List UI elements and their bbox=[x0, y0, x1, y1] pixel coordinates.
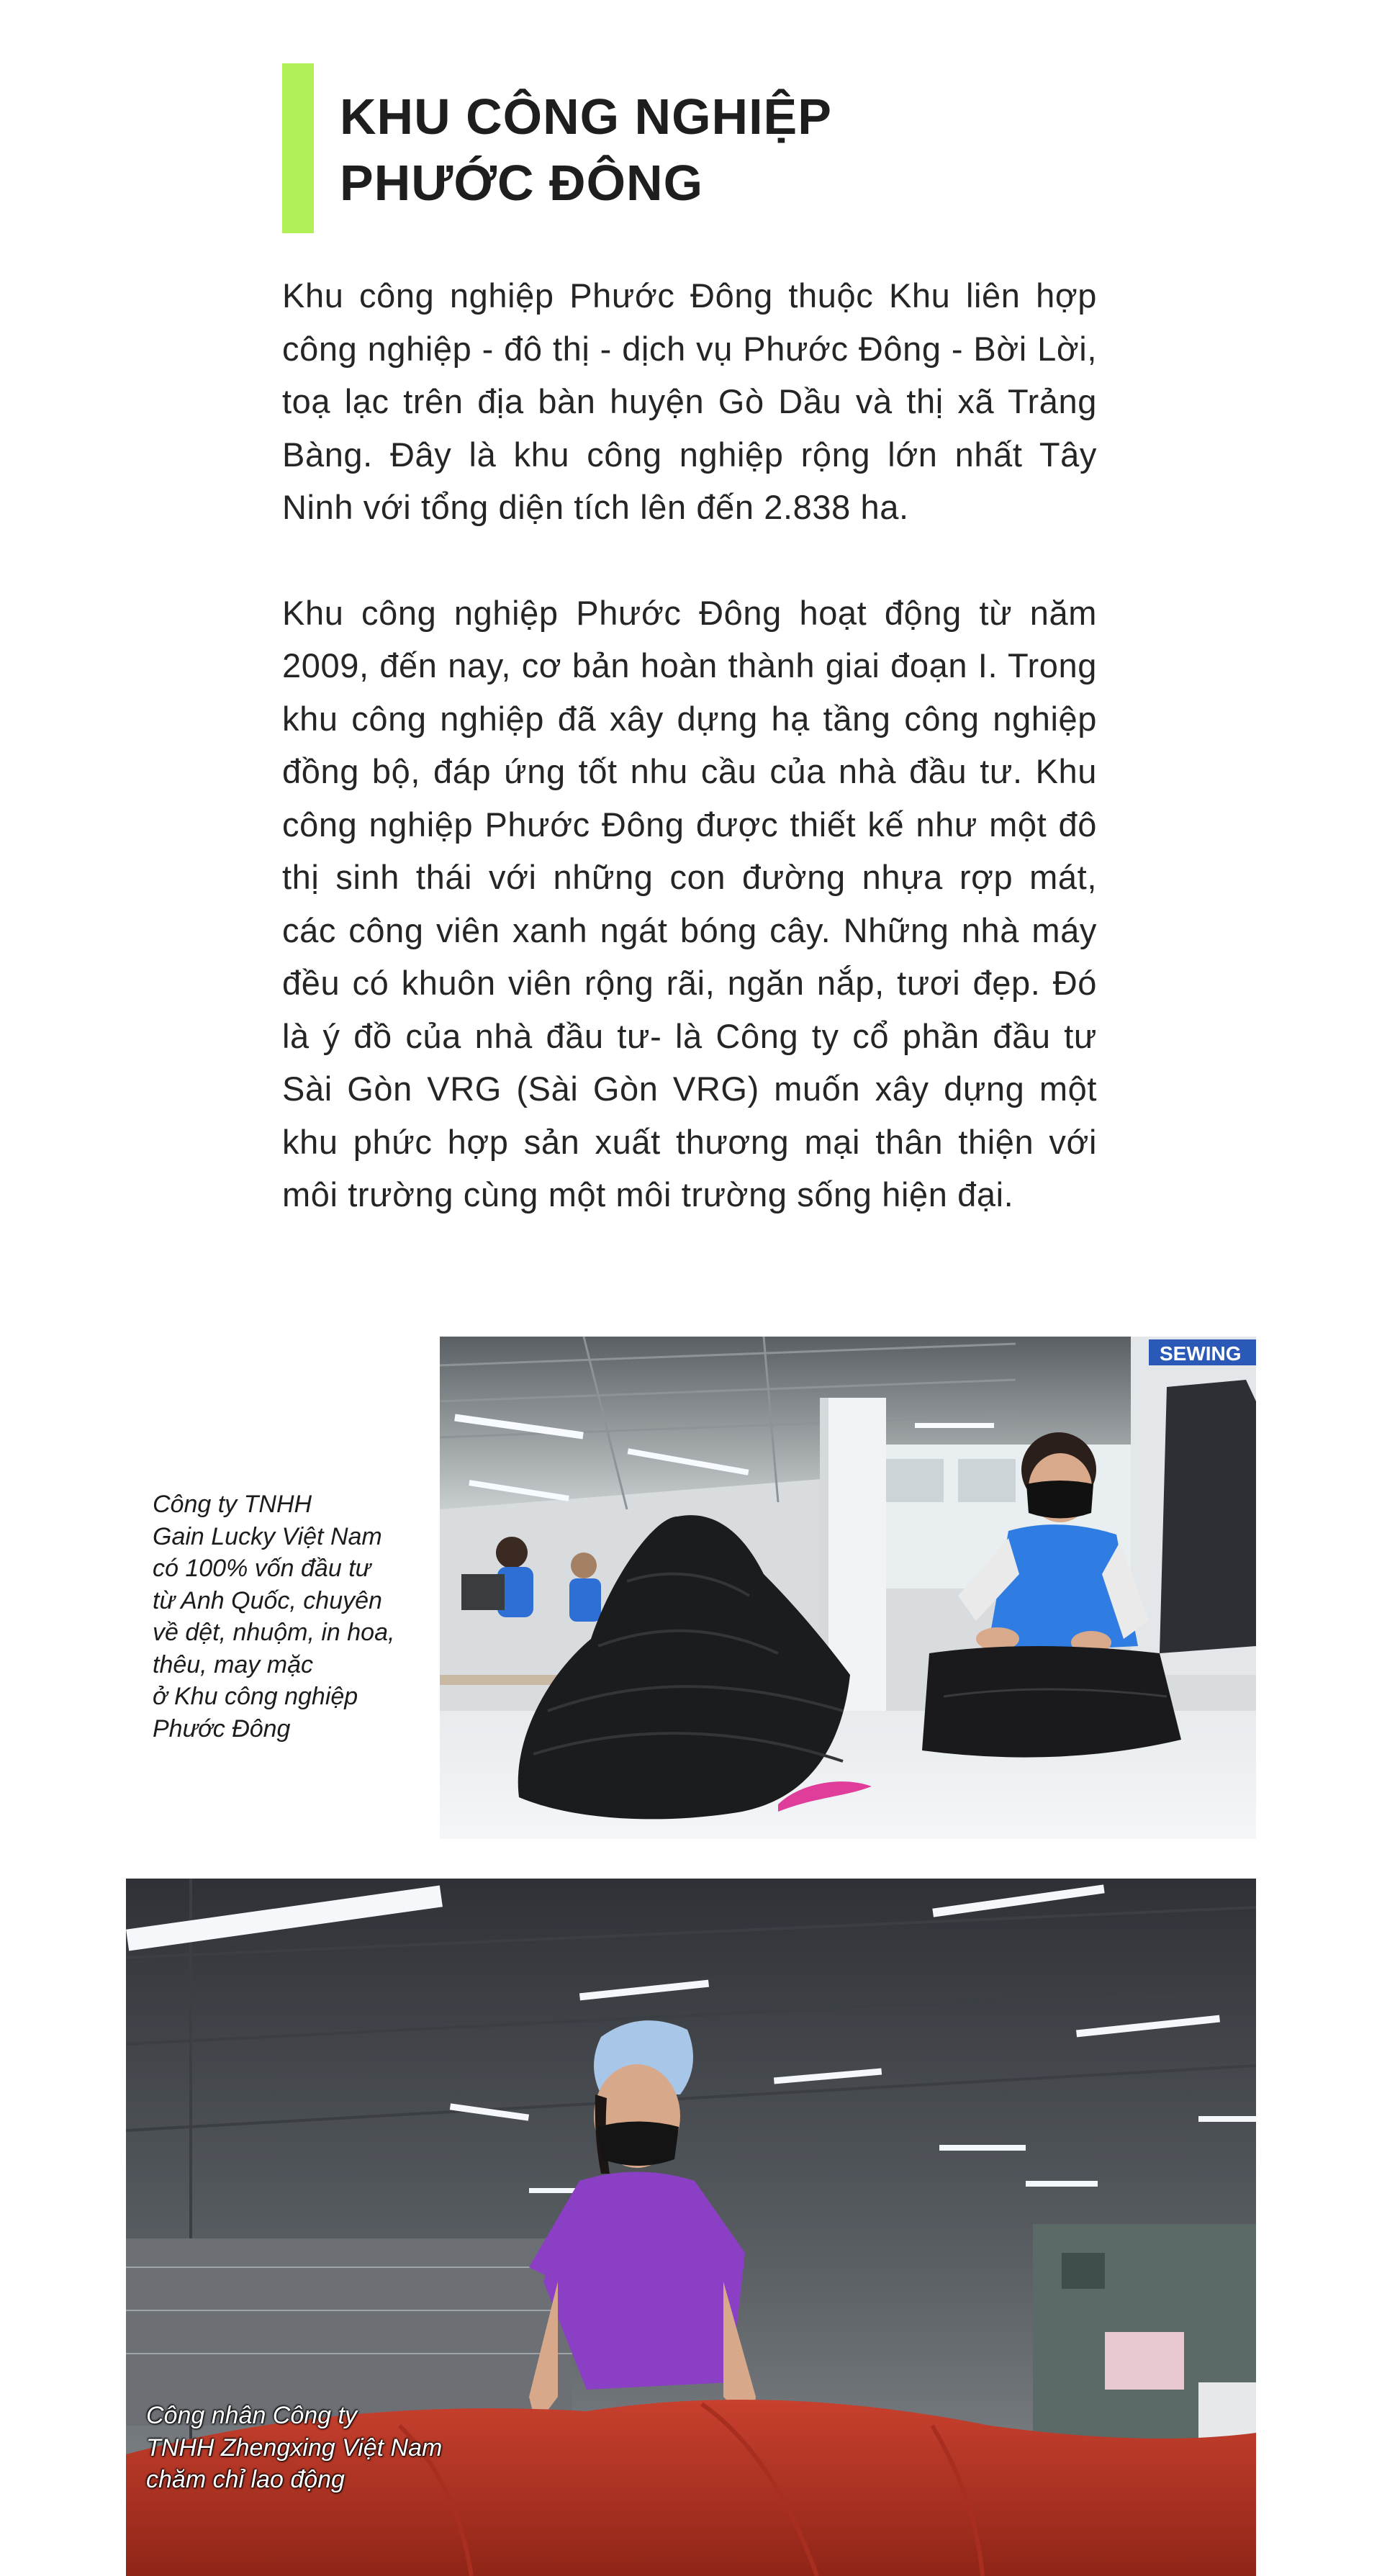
photo-1-caption bbox=[153, 1488, 441, 1745]
caption-line: Công nhân Công ty bbox=[146, 2402, 357, 2429]
sewing-sign-text: SEWING bbox=[1160, 1342, 1242, 1365]
caption-line: Phước Đông bbox=[153, 1714, 291, 1743]
caption-line: thêu, may mặc bbox=[153, 1650, 313, 1678]
caption-line: về dệt, nhuộm, in hoa, bbox=[153, 1619, 395, 1646]
caption-line: từ Anh Quốc, chuyên bbox=[153, 1586, 382, 1614]
page-title-line-1: KHU CÔNG NGHIỆP bbox=[340, 89, 832, 145]
caption-line: Công ty TNHH bbox=[153, 1491, 312, 1518]
photo-garment-factory bbox=[440, 1337, 1256, 1839]
caption-line: ở Khu công nghiệp bbox=[153, 1683, 358, 1710]
article-paragraph-1: Khu công nghiệp Phước Đông thuộc Khu liên hợp công nghiệp - đô thị - dịch vụ Phước Đông - Bời Lời, toạ lạc trên địa bàn huyện Gò Dầu và thị xã Trảng Bàng. Đây là khu công nghiệp rộng lớn nhất Tây Ninh với tổng diện tích lên đến 2.838 ha. bbox=[282, 276, 1097, 526]
photo-2-caption bbox=[146, 2400, 607, 2496]
caption-line: TNHH Zhengxing Việt Nam bbox=[146, 2433, 443, 2462]
article-body bbox=[282, 269, 1097, 1221]
photo-garment-factory-image bbox=[440, 1337, 1256, 1839]
caption-line: chăm chỉ lao động bbox=[146, 2466, 345, 2493]
caption-line: có 100% vốn đầu tư bbox=[153, 1555, 371, 1582]
article-paragraph-2: Khu công nghiệp Phước Đông hoạt động từ năm 2009, đến nay, cơ bản hoàn thành giai đoạn I. Trong khu công nghiệp đã xây dựng hạ tầng công nghiệp đồng bộ, đáp ứng tốt nhu cầu của nhà đầu tư. Khu công nghiệp Phước Đông được thiết kế như một đô thị sinh thái với những con đường nhựa rợp mát, các công viên xanh ngát bóng cây. Những nhà máy đều có khuôn viên rộng rãi, ngăn nắp, tươi đẹp. Đó là ý đồ của nhà đầu tư- là Công ty cổ phần đầu tư Sài Gòn VRG (Sài Gòn VRG) muốn xây dựng một khu phức hợp sản xuất thương mại thân thiện với môi trường cùng một môi trường sống hiện đại. bbox=[282, 593, 1097, 1214]
title-block bbox=[282, 63, 1088, 233]
caption-line: Gain Lucky Việt Nam bbox=[153, 1522, 382, 1550]
page-title bbox=[340, 83, 832, 216]
page-title-line-2: PHƯỚC ĐÔNG bbox=[340, 155, 704, 211]
title-accent-bar bbox=[282, 63, 314, 233]
